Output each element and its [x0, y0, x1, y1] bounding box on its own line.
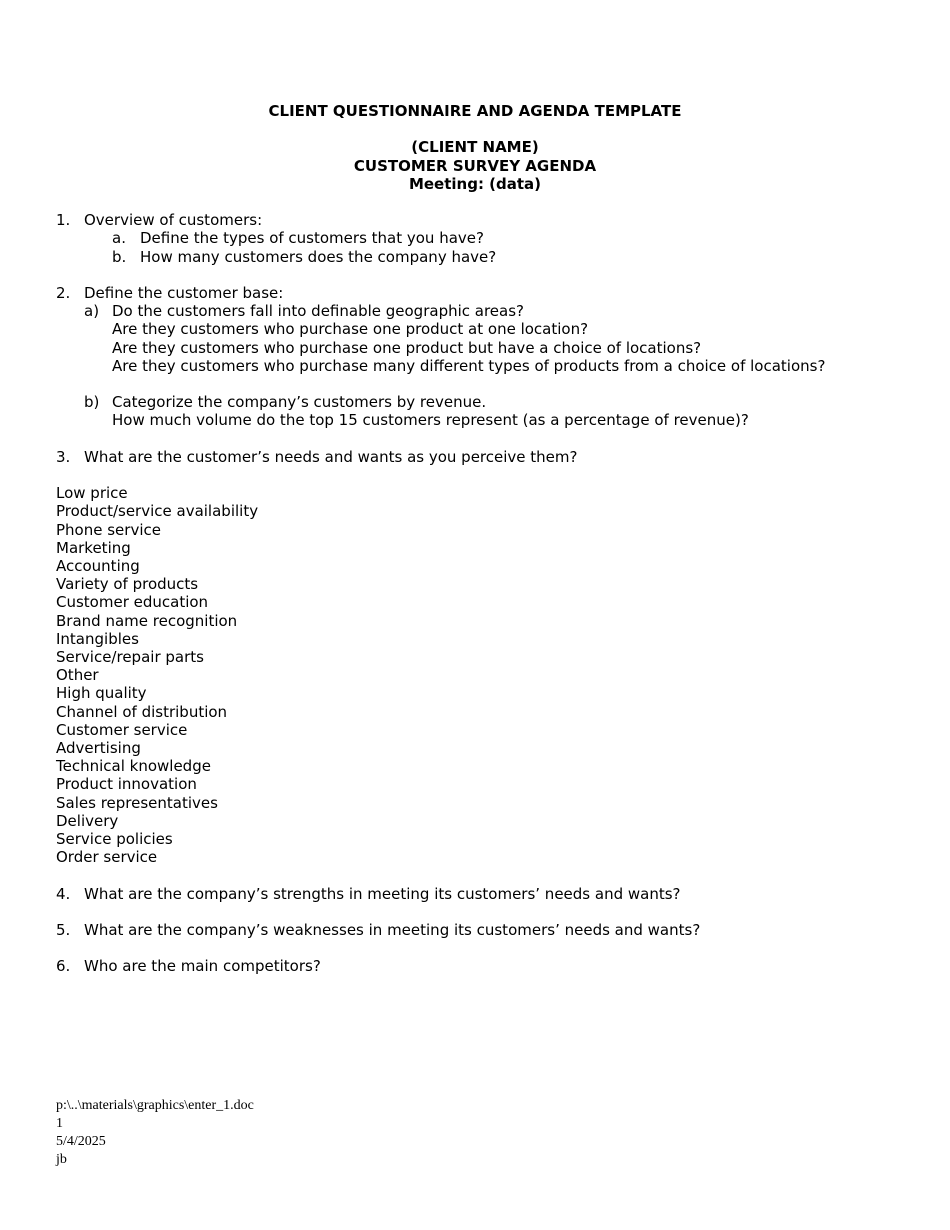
list-item: Order service: [56, 848, 158, 867]
question-number: 5.: [56, 921, 71, 940]
question-2a-line-2: Are they customers who purchase one product at one location?: [112, 320, 589, 339]
question-text: Who are the main competitors?: [84, 957, 321, 976]
list-item: Low price: [56, 484, 128, 503]
question-2a-line-4: Are they customers who purchase many different types of products from a choice of locations?: [112, 356, 826, 375]
footer-initials: jb: [56, 1152, 67, 1167]
list-item: Variety of products: [56, 575, 199, 594]
question-number: 4.: [56, 884, 71, 903]
document-page: [56, 102, 896, 976]
question-3: [56, 448, 896, 466]
list-item: Marketing: [56, 538, 131, 557]
list-item: Product innovation: [56, 775, 197, 794]
question-text: Overview of customers:: [84, 211, 263, 230]
question-2b-line-2: How much volume do the top 15 customers represent (as a percentage of revenue)?: [112, 411, 749, 430]
question-number: 3.: [56, 447, 71, 466]
list-item: Other: [56, 666, 99, 685]
sub-text: Do the customers fall into definable geographic areas?: [112, 302, 525, 321]
question-number: 1.: [56, 211, 71, 230]
list-item: Customer education: [56, 593, 209, 612]
question-number: 6.: [56, 957, 71, 976]
question-2b: [56, 393, 896, 411]
list-item: Sales representatives: [56, 793, 218, 812]
list-item: Service/repair parts: [56, 648, 204, 666]
meeting-line: Meeting: (data): [408, 174, 542, 193]
question-text: What are the company’s weaknesses in meeting its customers’ needs and wants?: [84, 921, 701, 940]
client-name: (CLIENT NAME): [411, 138, 539, 157]
question-5: [56, 921, 896, 939]
footer-date: 5/4/2025: [56, 1134, 106, 1149]
footer-page-number: 1: [56, 1116, 63, 1131]
list-item: Phone service: [56, 520, 161, 539]
list-item: Channel of distribution: [56, 702, 228, 721]
question-2: [56, 284, 896, 302]
sub-letter: b.: [112, 247, 127, 266]
question-text: What are the company’s strengths in meeting its customers’ needs and wants?: [84, 884, 681, 903]
document-footer: [56, 1097, 254, 1169]
list-item: Product/service availability: [56, 502, 259, 521]
list-item: Accounting: [56, 556, 140, 575]
question-2a: [56, 302, 896, 320]
question-4: [56, 885, 896, 903]
question-1: [56, 211, 896, 229]
sub-text: Categorize the company’s customers by revenue.: [112, 393, 487, 412]
question-2a-line-3: Are they customers who purchase one product but have a choice of locations?: [112, 338, 702, 357]
list-item: Customer service: [56, 720, 188, 739]
footer-file-path: p:\..\materials\graphics\enter_1.doc: [56, 1098, 254, 1113]
list-item: Intangibles: [56, 629, 139, 648]
list-item: Advertising: [56, 739, 141, 758]
agenda-title: CUSTOMER SURVEY AGENDA: [353, 156, 597, 175]
question-number: 2.: [56, 283, 71, 302]
sub-letter: a): [84, 302, 100, 321]
sub-letter: a.: [112, 229, 126, 248]
question-text: What are the customer’s needs and wants as you perceive them?: [84, 447, 578, 466]
list-item: High quality: [56, 684, 147, 703]
list-item: Delivery: [56, 811, 119, 830]
question-text: Define the customer base:: [84, 283, 284, 302]
list-item: Service policies: [56, 830, 173, 849]
needs-list: [56, 484, 896, 866]
sub-text: Define the types of customers that you have?: [140, 229, 484, 248]
document-title: CLIENT QUESTIONNAIRE AND AGENDA TEMPLATE: [268, 102, 682, 120]
question-1b: [56, 248, 896, 266]
sub-letter: b): [84, 393, 100, 412]
question-1a: [56, 229, 896, 247]
list-item: Brand name recognition: [56, 611, 238, 630]
question-6: [56, 957, 896, 975]
sub-text: How many customers does the company have?: [140, 247, 497, 266]
list-item: Technical knowledge: [56, 757, 211, 776]
